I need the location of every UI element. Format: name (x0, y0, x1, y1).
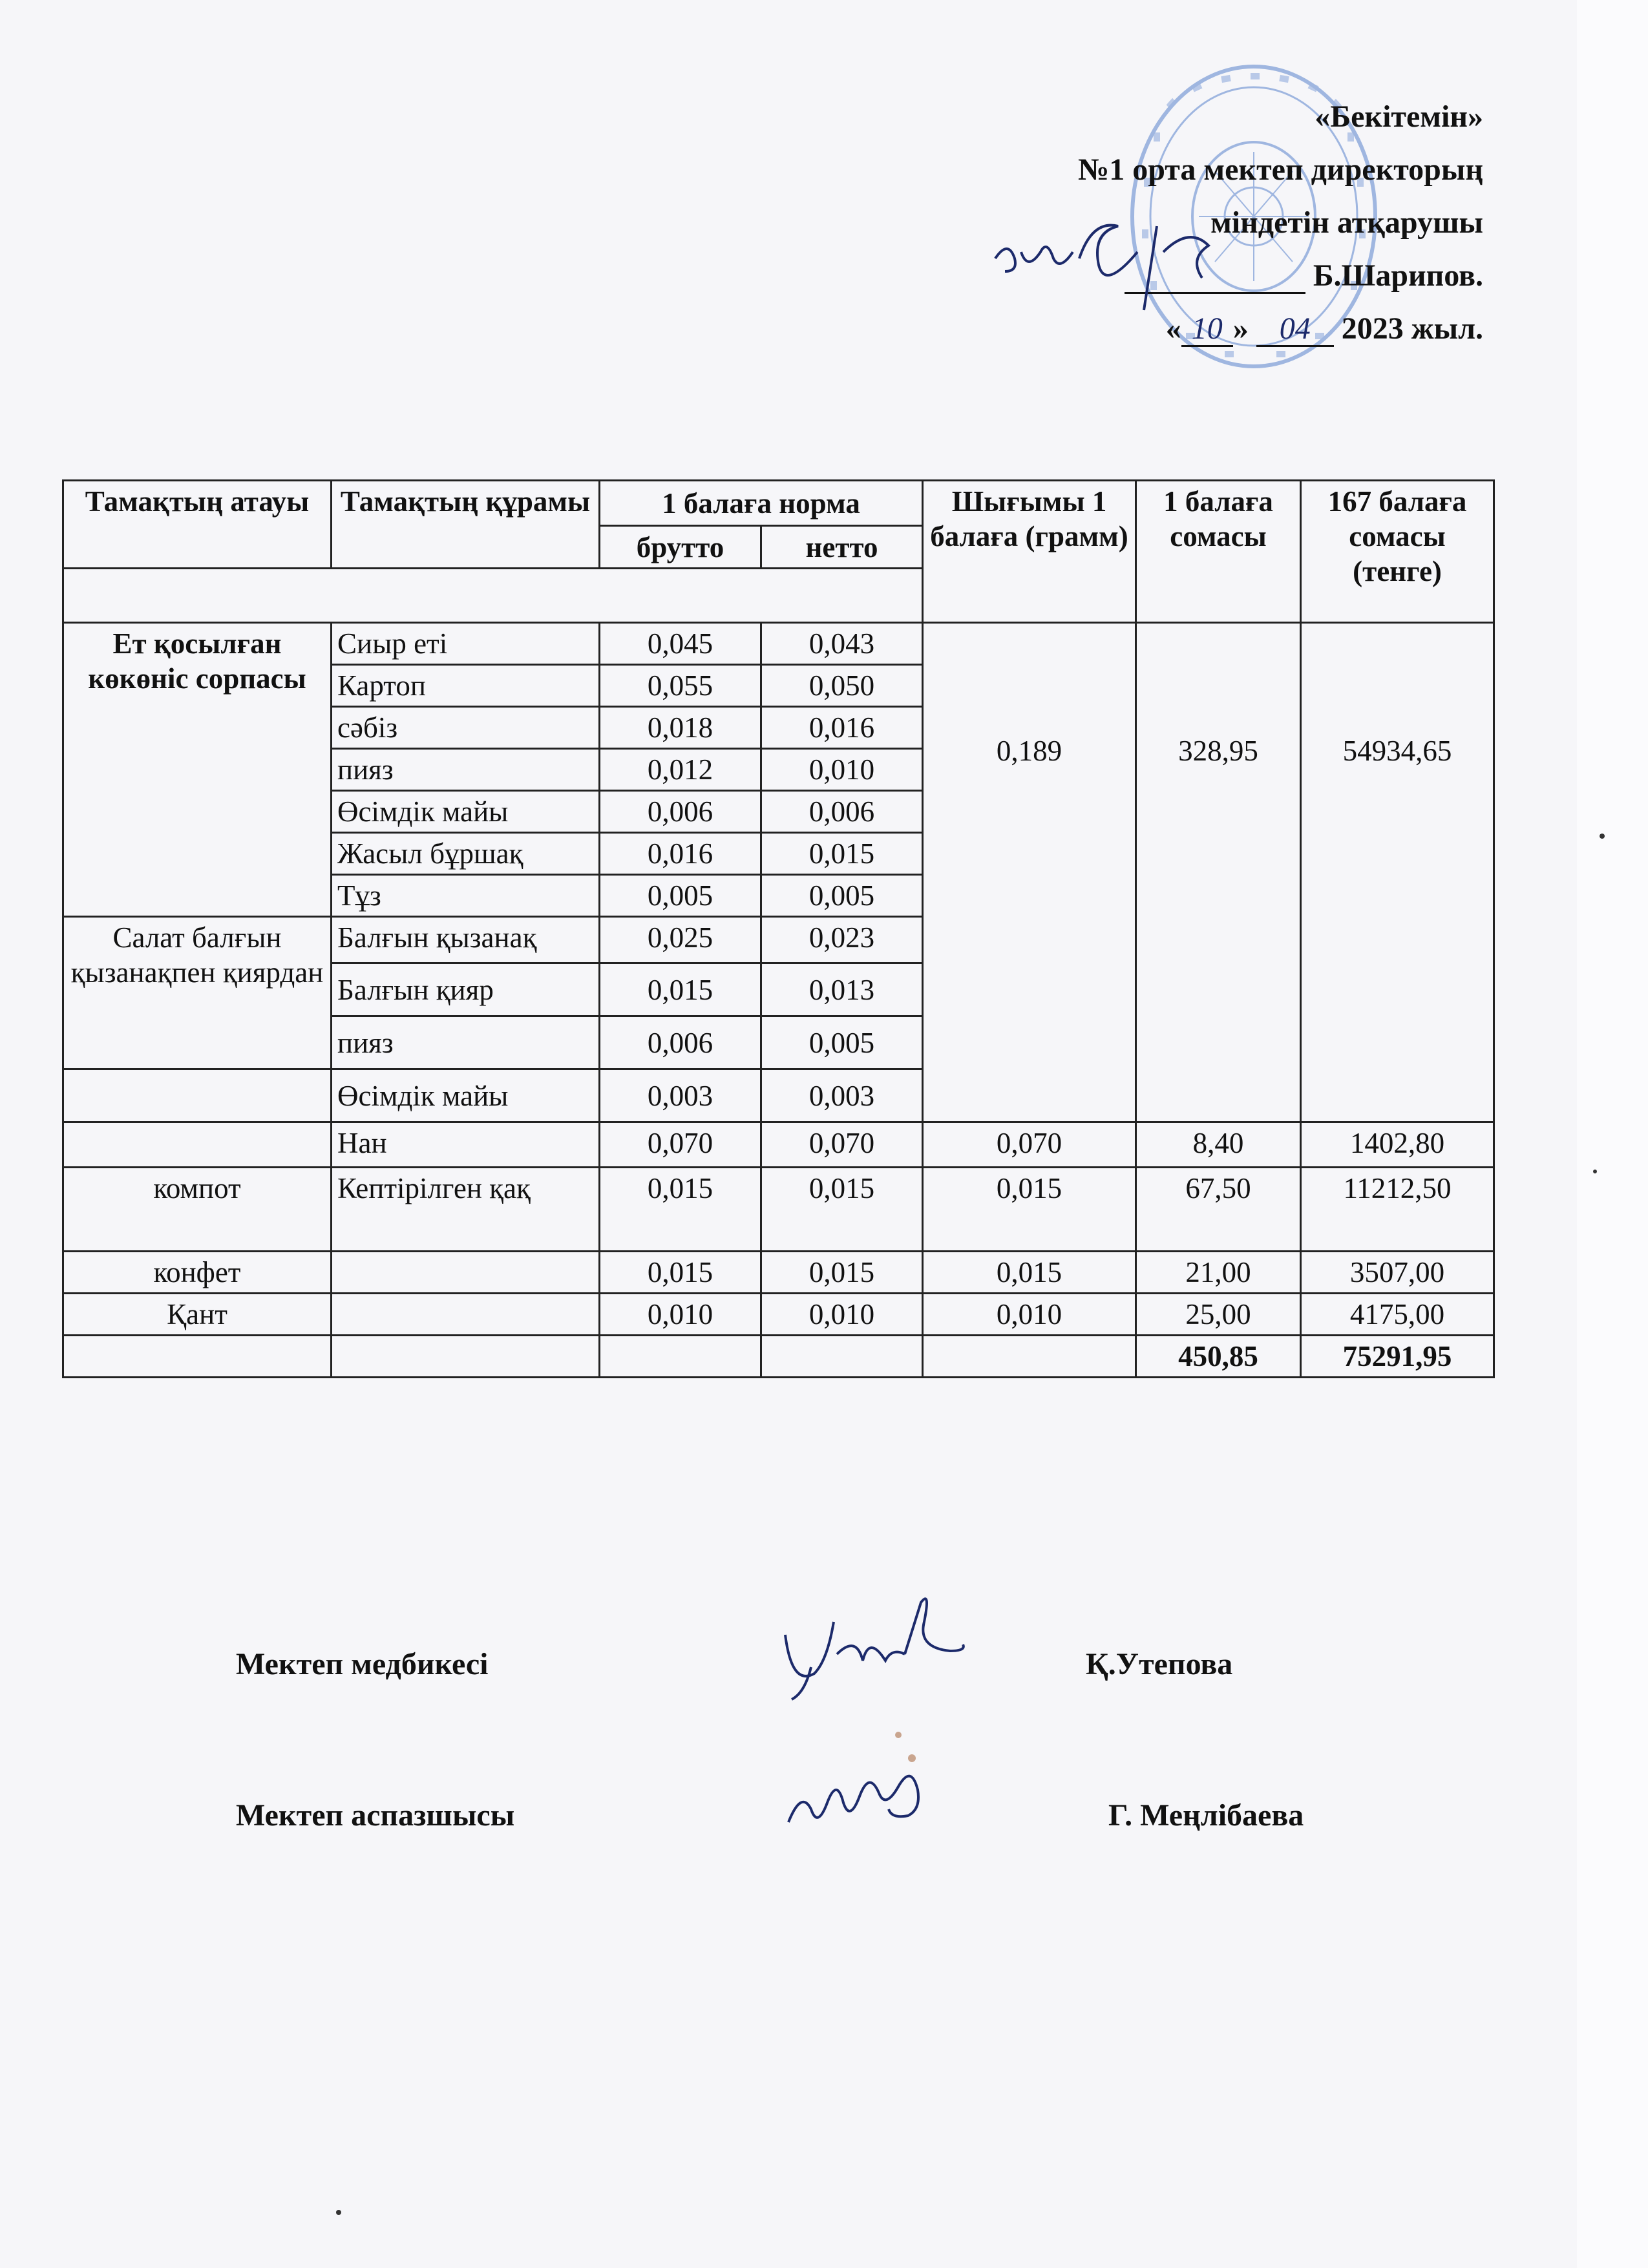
header-sum-one: 1 балаға сомасы (1136, 481, 1301, 623)
composition-cell: пияз (332, 1016, 600, 1069)
brutto-cell: 0,045 (600, 623, 761, 665)
approval-title: «Бекітемін» (1315, 100, 1483, 134)
sum-all-cell: 3507,00 (1301, 1252, 1494, 1294)
brutto-cell: 0,005 (600, 875, 761, 917)
date-month: 04 (1256, 313, 1334, 347)
netto-cell: 0,005 (761, 875, 923, 917)
sum-all-cell: 1402,80 (1301, 1122, 1494, 1168)
total-sum-one: 450,85 (1136, 1336, 1301, 1378)
sum-all-cell: 4175,00 (1301, 1294, 1494, 1336)
brutto-cell: 0,070 (600, 1122, 761, 1168)
header-sum-all: 167 балаға сомасы (тенге) (1301, 481, 1494, 623)
brutto-cell: 0,025 (600, 917, 761, 963)
menu-table (62, 479, 1495, 1378)
composition-cell: пияз (332, 749, 600, 791)
sum-all-cell: 11212,50 (1301, 1168, 1494, 1252)
netto-cell: 0,043 (761, 623, 923, 665)
brutto-cell: 0,006 (600, 1016, 761, 1069)
composition-cell (332, 1294, 600, 1336)
header-yield: Шығымы 1 балаға (грамм) (923, 481, 1136, 623)
composition-cell: Нан (332, 1122, 600, 1168)
total-sum-all: 75291,95 (1301, 1336, 1494, 1378)
dish-name-salad: Салат балғын қызанақпен қиярдан (63, 917, 332, 1069)
header-netto: нетто (761, 526, 923, 569)
total-row (63, 1336, 1494, 1378)
brutto-cell: 0,006 (600, 791, 761, 833)
composition-cell: Өсімдік майы (332, 1069, 600, 1122)
dish-name-cell: конфет (63, 1252, 332, 1294)
sum-one-soup: 328,95 (1136, 623, 1301, 1122)
netto-cell: 0,010 (761, 1294, 923, 1336)
nurse-name: Қ.Утепова (1086, 1647, 1233, 1681)
cook-name: Г. Меңлібаева (1108, 1798, 1304, 1832)
empty-cell (923, 1336, 1136, 1378)
scan-speck (1593, 1170, 1597, 1173)
approval-role: міндетін атқарушы (1210, 205, 1483, 240)
date-day: 10 (1181, 313, 1233, 347)
brutto-cell: 0,018 (600, 707, 761, 749)
composition-cell: Балғын қияр (332, 963, 600, 1016)
dish-name-cell: компот (63, 1168, 332, 1252)
director-signature (982, 213, 1280, 330)
table-row (63, 623, 1494, 665)
date-year: 2023 жыл. (1341, 311, 1483, 346)
netto-cell: 0,015 (761, 1168, 923, 1252)
sum-one-cell: 8,40 (1136, 1122, 1301, 1168)
header-composition: Тамақтың құрамы (332, 481, 600, 569)
netto-cell: 0,016 (761, 707, 923, 749)
cook-signature (782, 1770, 950, 1842)
scan-speck (895, 1732, 902, 1738)
empty-cell (63, 1069, 332, 1122)
netto-cell: 0,003 (761, 1069, 923, 1122)
netto-cell: 0,013 (761, 963, 923, 1016)
date-close-quote: » (1232, 311, 1249, 346)
dish-name-cell: Қант (63, 1294, 332, 1336)
dish-name-cell (63, 1122, 332, 1168)
sum-all-soup: 54934,65 (1301, 623, 1494, 1122)
sum-one-cell: 21,00 (1136, 1252, 1301, 1294)
composition-cell: Кептірілген қақ (332, 1168, 600, 1252)
approval-school: №1 орта мектеп директорың (1077, 152, 1483, 187)
composition-cell: Сиыр еті (332, 623, 600, 665)
empty-cell (332, 1336, 600, 1378)
table-row (63, 1294, 1494, 1336)
netto-cell: 0,005 (761, 1016, 923, 1069)
yield-cell: 0,010 (923, 1294, 1136, 1336)
date-open-quote: « (1165, 311, 1181, 346)
yield-cell: 0,070 (923, 1122, 1136, 1168)
composition-cell: Балғын қызанақ (332, 917, 600, 963)
brutto-cell: 0,010 (600, 1294, 761, 1336)
empty-cell (761, 1336, 923, 1378)
netto-cell: 0,015 (761, 1252, 923, 1294)
brutto-cell: 0,015 (600, 1252, 761, 1294)
nurse-signature (776, 1596, 969, 1706)
composition-cell: сәбіз (332, 707, 600, 749)
netto-cell: 0,050 (761, 665, 923, 707)
header-norm: 1 балаға норма (600, 481, 923, 526)
yield-soup: 0,189 (923, 623, 1136, 1122)
table-row (63, 1252, 1494, 1294)
table-row (63, 1168, 1494, 1252)
sum-one-cell: 67,50 (1136, 1168, 1301, 1252)
scan-speck (908, 1754, 916, 1762)
composition-cell: Жасыл бұршақ (332, 833, 600, 875)
yield-cell: 0,015 (923, 1168, 1136, 1252)
brutto-cell: 0,003 (600, 1069, 761, 1122)
empty-cell (63, 1336, 332, 1378)
composition-cell: Тұз (332, 875, 600, 917)
scan-speck (1600, 834, 1605, 839)
netto-cell: 0,006 (761, 791, 923, 833)
scan-speck (336, 2210, 341, 2215)
composition-cell: Картоп (332, 665, 600, 707)
composition-cell: Өсімдік майы (332, 791, 600, 833)
netto-cell: 0,023 (761, 917, 923, 963)
brutto-cell: 0,015 (600, 963, 761, 1016)
header-brutto: брутто (600, 526, 761, 569)
table-row (63, 1122, 1494, 1168)
header-name: Тамақтың атауы (63, 481, 332, 569)
scan-edge (1577, 0, 1648, 2268)
menu-table-body (63, 623, 1494, 1378)
dish-name-soup: Ет қосылған көкөніс сорпасы (63, 623, 332, 917)
brutto-cell: 0,012 (600, 749, 761, 791)
nurse-role: Мектеп медбикесі (236, 1647, 489, 1681)
cook-role: Мектеп аспазшысы (236, 1798, 515, 1832)
sum-one-cell: 25,00 (1136, 1294, 1301, 1336)
yield-cell: 0,015 (923, 1252, 1136, 1294)
approval-signer-name: Б.Шарипов. (1313, 258, 1483, 293)
brutto-cell: 0,055 (600, 665, 761, 707)
brutto-cell: 0,015 (600, 1168, 761, 1252)
brutto-cell: 0,016 (600, 833, 761, 875)
empty-cell (600, 1336, 761, 1378)
netto-cell: 0,070 (761, 1122, 923, 1168)
netto-cell: 0,010 (761, 749, 923, 791)
netto-cell: 0,015 (761, 833, 923, 875)
composition-cell (332, 1252, 600, 1294)
